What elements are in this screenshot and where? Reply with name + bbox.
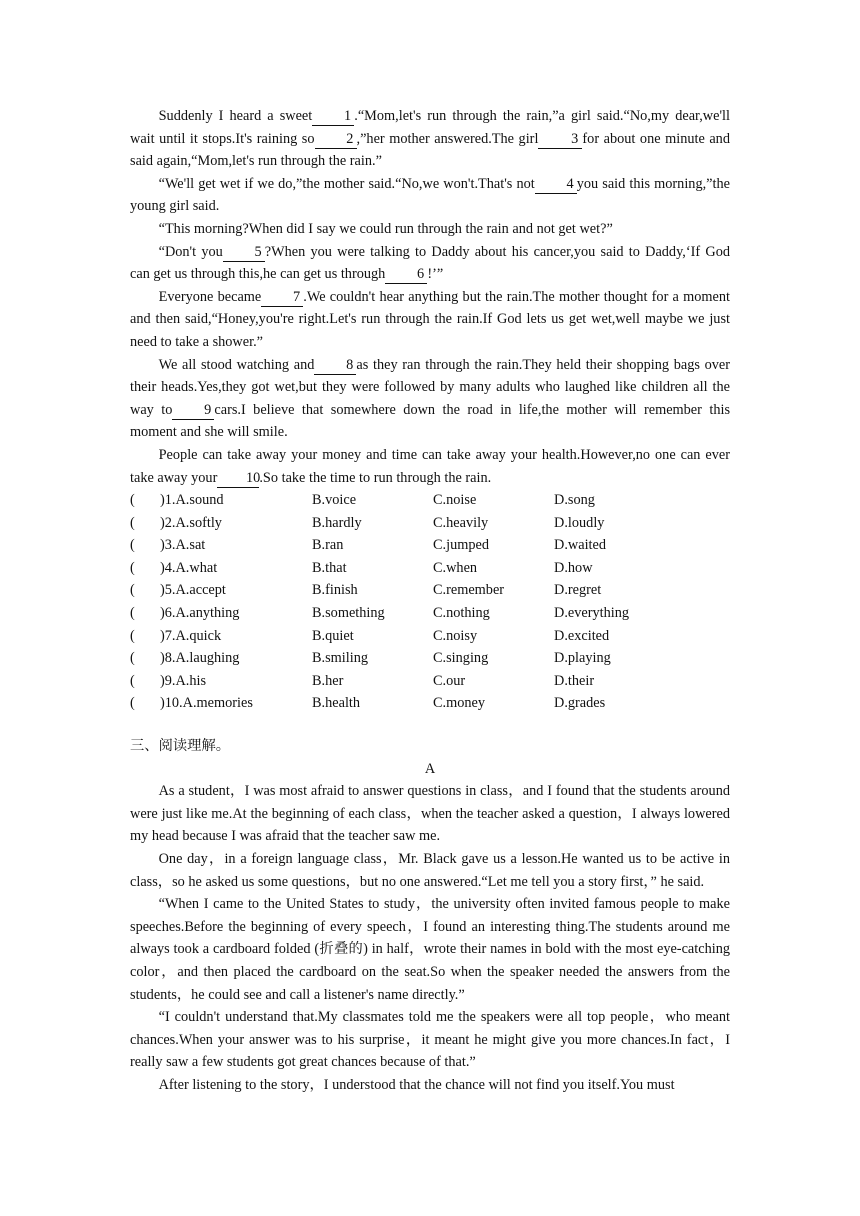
option-row <box>130 579 730 602</box>
option-b: B.health <box>312 695 361 712</box>
option-b: B.quiet <box>312 627 354 644</box>
option-a: )8.A.laughing <box>160 650 240 667</box>
answer-paren: ( <box>130 695 135 712</box>
blank-7: 7 <box>261 288 303 307</box>
option-d: D.regret <box>554 582 602 599</box>
document-page <box>130 105 730 1097</box>
option-d: D.how <box>554 559 593 576</box>
option-d: D.song <box>554 492 595 509</box>
cloze-paragraph: Everyone became 7 .We couldn't hear anything but the rain.The mother thought for a moment and then said,“Honey,you're right.Let's run through the rain.If God lets us get wet,well maybe we just need to take a shower.” <box>130 288 730 350</box>
option-row <box>130 602 730 625</box>
answer-paren: ( <box>130 582 135 599</box>
option-a: )10.A.memories <box>160 695 253 712</box>
answer-paren: ( <box>130 605 135 622</box>
cloze-paragraph: Suddenly I heard a sweet 1 .“Mom,let's run through the rain,”a girl said.“No,my dear,we'll wait until it stops.It's raining so 2 ,”her mother answered.The girl 3 for about one minute and said again,“Mom,let's run through the rain.” <box>130 108 730 170</box>
option-d: D.loudly <box>554 514 605 531</box>
option-d: D.their <box>554 672 595 689</box>
answer-paren: ( <box>130 492 135 509</box>
option-row <box>130 670 730 693</box>
answer-paren: ( <box>130 559 135 576</box>
cloze-paragraph: “Don't you 5 ?When you were talking to Daddy about his cancer,you said to Daddy,‘If God can get us through this,he can get us through 6 !’” <box>130 243 730 283</box>
option-b: B.hardly <box>312 514 362 531</box>
option-row <box>130 647 730 670</box>
option-b: B.finish <box>312 582 358 599</box>
option-a: )5.A.accept <box>160 582 226 599</box>
reading-paragraph: One day，in a foreign language class，Mr. Black gave us a lesson.He wanted us to be active in class，so he asked us some questions，but no one answered.“Let me tell you a story first，” he said. <box>130 851 730 890</box>
option-d: D.excited <box>554 627 610 644</box>
answer-paren: ( <box>130 537 135 554</box>
blank-1: 1 <box>312 107 354 126</box>
option-a: )4.A.what <box>160 559 218 576</box>
blank-4: 4 <box>535 175 577 194</box>
option-c: C.singing <box>433 650 489 667</box>
option-a: )1.A.sound <box>160 492 224 509</box>
reading-paragraph: “When I came to the United States to study，the university often invited famous people to make speeches.Before the beginning of every speech，I found an interesting thing.The students around me always took a cardboard folded (折叠的) in half，wrote their names in bold with the most eye-catching color，and then placed the cardboard on the seat.So when the speaker needed the answers from the students，he could see and call a listener's name directly.” <box>130 896 730 1003</box>
answer-paren: ( <box>130 672 135 689</box>
option-row <box>130 534 730 557</box>
option-row <box>130 512 730 535</box>
option-c: C.noisy <box>433 627 478 644</box>
option-b: B.that <box>312 559 347 576</box>
option-b: B.ran <box>312 537 344 554</box>
option-b: B.her <box>312 672 344 689</box>
option-c: C.nothing <box>433 605 490 622</box>
option-b: B.smiling <box>312 650 369 667</box>
reading-paragraph: “I couldn't understand that.My classmates told me the speakers were all top people，who meant chances.When your answer was to his surprise，it meant he might give you more chances.In fact，I really saw a few students got great chances because of that.” <box>130 1009 730 1071</box>
blank-8: 8 <box>314 356 356 375</box>
cloze-options <box>130 489 730 715</box>
option-c: C.heavily <box>433 514 489 531</box>
option-c: C.our <box>433 672 466 689</box>
option-a: )3.A.sat <box>160 537 206 554</box>
cloze-paragraph: We all stood watching and 8 as they ran through the rain.They held their shopping bags over their heads.Yes,they got wet,but they were followed by many adults who laughed like children all the way to 9 cars.I believe that somewhere down the road in life,the mother will remember this moment and she will smile. <box>130 356 731 441</box>
option-row <box>130 489 730 512</box>
blank-10: 10 <box>217 469 259 488</box>
reading-paragraph: After listening to the story，I understood that the chance will not find you itself.You must <box>158 1076 675 1093</box>
option-d: D.waited <box>554 537 607 554</box>
passage-label: A <box>424 760 436 777</box>
option-b: B.voice <box>312 492 357 509</box>
reading-paragraph: As a student，I was most afraid to answer questions in class，and I found that the students around were just like me.At the beginning of each class，when the teacher asked a question，I always lowered my head because I was afraid that the teacher saw me. <box>130 783 730 845</box>
option-a: )2.A.softly <box>160 514 222 531</box>
option-b: B.something <box>312 605 385 622</box>
option-row <box>130 625 730 648</box>
option-c: C.remember <box>433 582 505 599</box>
option-c: C.when <box>433 559 478 576</box>
option-row <box>130 557 730 580</box>
option-d: D.playing <box>554 650 611 667</box>
answer-paren: ( <box>130 650 135 667</box>
section-heading: 三、阅读理解。 <box>130 738 231 755</box>
cloze-passage <box>130 105 730 489</box>
option-d: D.everything <box>554 605 630 622</box>
option-c: C.jumped <box>433 537 489 554</box>
answer-paren: ( <box>130 627 135 644</box>
option-d: D.grades <box>554 695 606 712</box>
cloze-paragraph: “We'll get wet if we do,”the mother said.“No,we won't.That's not 4 you said this morning,”the young girl said. <box>130 175 730 215</box>
cloze-paragraph: People can take away your money and time can take away your health.However,no one can ever take away your 10.So take the time to run through the rain. <box>130 446 730 486</box>
option-a: )9.A.his <box>160 672 207 689</box>
blank-5: 5 <box>223 243 265 262</box>
blank-3: 3 <box>538 130 582 149</box>
blank-2: 2 <box>315 130 357 149</box>
option-c: C.noise <box>433 492 477 509</box>
blank-9: 9 <box>172 401 214 420</box>
cloze-paragraph: “This morning?When did I say we could run through the rain and not get wet?” <box>158 220 613 237</box>
option-a: )7.A.quick <box>160 627 222 644</box>
option-c: C.money <box>433 695 486 712</box>
reading-passage <box>130 780 730 1096</box>
option-row <box>130 692 730 715</box>
option-a: )6.A.anything <box>160 605 240 622</box>
blank-6: 6 <box>385 265 427 284</box>
answer-paren: ( <box>130 514 135 531</box>
